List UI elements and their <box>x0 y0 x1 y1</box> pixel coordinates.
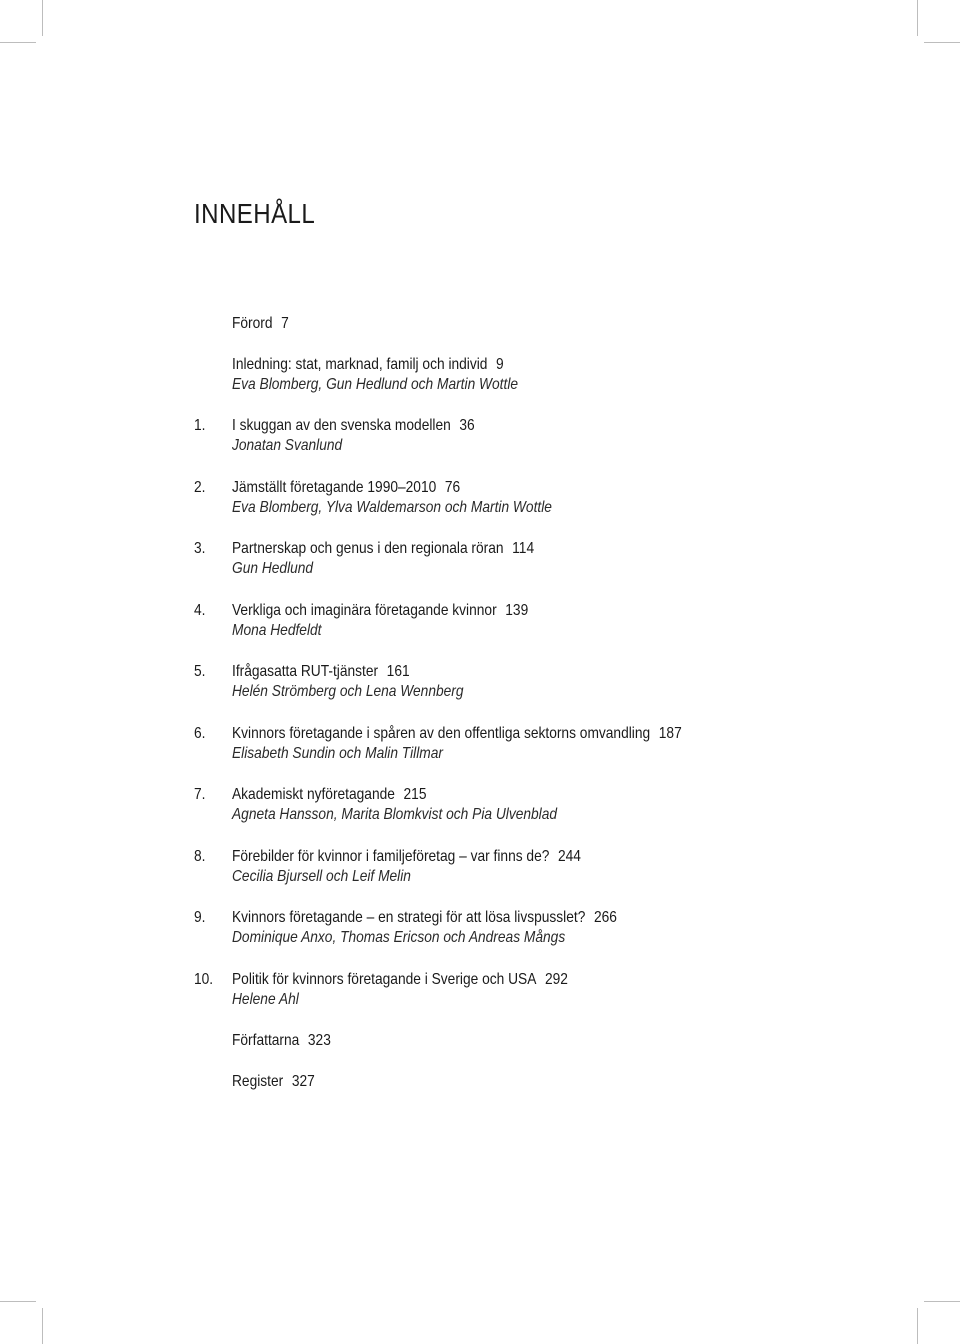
entry-number: 6. <box>194 725 206 742</box>
crop-mark-top-right <box>917 0 918 36</box>
crop-mark-bottom-right-horizontal <box>924 1301 960 1302</box>
toc-entry <box>0 478 960 524</box>
entry-title: Ifrågasatta RUT-tjänster <box>232 663 379 680</box>
entry-title: Förord <box>232 315 273 332</box>
entry-page-number: 9 <box>496 356 504 373</box>
entry-title: Register <box>232 1073 284 1090</box>
entry-page-number: 244 <box>557 848 581 865</box>
entry-author: Gun Hedlund <box>232 560 314 577</box>
entry-title-line <box>232 601 528 621</box>
entry-number: 5. <box>194 663 206 680</box>
entry-title-line <box>232 539 534 559</box>
crop-mark-top-right-horizontal <box>924 42 960 43</box>
entry-title: Inledning: stat, marknad, familj och individ <box>232 356 488 373</box>
toc-entry <box>0 847 960 893</box>
crop-mark-bottom-left-horizontal <box>0 1301 36 1302</box>
entry-author: Eva Blomberg, Gun Hedlund och Martin Wottle <box>232 376 519 393</box>
entry-page-number: 187 <box>658 725 682 742</box>
entry-number: 2. <box>194 479 206 496</box>
entry-author: Helén Strömberg och Lena Wennberg <box>232 683 464 700</box>
entry-title: Partnerskap och genus i den regionala röran <box>232 540 504 557</box>
entry-page-number: 161 <box>386 663 410 680</box>
entry-title: Verkliga och imaginära företagande kvinnor <box>232 602 497 619</box>
toc-entry <box>0 355 960 401</box>
toc-entry <box>0 1072 960 1118</box>
entry-author: Elisabeth Sundin och Malin Tillmar <box>232 745 443 762</box>
entry-title: Förebilder för kvinnor i familjeföretag – var finns de? <box>232 848 550 865</box>
entry-page-number: 323 <box>307 1032 331 1049</box>
entry-author: Dominique Anxo, Thomas Ericson och Andreas Mångs <box>232 929 566 946</box>
toc-entry <box>0 1031 960 1077</box>
entry-title-line <box>232 724 682 744</box>
entry-title-line <box>232 785 426 805</box>
toc-entry <box>0 662 960 708</box>
entry-author: Cecilia Bjursell och Leif Melin <box>232 868 411 885</box>
entry-title-line <box>232 416 475 436</box>
entry-title-line <box>232 662 410 682</box>
entry-number: 4. <box>194 602 206 619</box>
entry-page-number: 76 <box>444 479 461 496</box>
entry-number: 1. <box>194 417 206 434</box>
entry-title-line <box>232 847 581 867</box>
entry-page-number: 215 <box>403 786 427 803</box>
entry-author: Agneta Hansson, Marita Blomkvist och Pia Ulvenblad <box>232 806 558 823</box>
entry-page-number: 292 <box>544 971 568 988</box>
entry-author: Helene Ahl <box>232 991 299 1008</box>
entry-page-number: 327 <box>291 1073 315 1090</box>
toc-entry <box>0 785 960 831</box>
page-title: INNEHÅLL <box>194 198 316 229</box>
crop-mark-bottom-left <box>42 1308 43 1344</box>
toc-entry <box>0 601 960 647</box>
entry-title: Politik för kvinnors företagande i Sverige och USA <box>232 971 537 988</box>
crop-mark-top-left <box>42 0 43 36</box>
entry-author: Jonatan Svanlund <box>232 437 343 454</box>
entry-author: Eva Blomberg, Ylva Waldemarson och Martin Wottle <box>232 499 552 516</box>
entry-number: 3. <box>194 540 206 557</box>
entry-title-line <box>232 478 460 498</box>
toc-entry <box>0 416 960 462</box>
entry-page-number: 114 <box>512 540 535 557</box>
entry-title: Författarna <box>232 1032 300 1049</box>
entry-number: 8. <box>194 848 206 865</box>
toc-entry <box>0 539 960 585</box>
entry-title: I skuggan av den svenska modellen <box>232 417 451 434</box>
entry-title: Kvinnors företagande i spåren av den offentliga sektorns omvandling <box>232 725 651 742</box>
entry-title: Akademiskt nyföretagande <box>232 786 395 803</box>
entry-title: Kvinnors företagande – en strategi för att lösa livspusslet? <box>232 909 586 926</box>
toc-entry <box>0 970 960 1016</box>
entry-page-number: 36 <box>459 417 475 434</box>
entry-page-number: 266 <box>593 909 617 926</box>
entry-title-line <box>232 314 289 334</box>
entry-page-number: 139 <box>505 602 529 619</box>
entry-number: 10. <box>194 971 214 988</box>
entry-title-line <box>232 1031 331 1051</box>
entry-title: Jämställt företagande 1990–2010 <box>232 479 437 496</box>
entry-title-line <box>232 1072 315 1092</box>
entry-title-line <box>232 355 504 375</box>
entry-title-line <box>232 970 568 990</box>
toc-entry <box>0 724 960 770</box>
entry-number: 7. <box>194 786 206 803</box>
entry-author: Mona Hedfeldt <box>232 622 322 639</box>
entry-title-line <box>232 908 617 928</box>
toc-entry <box>0 314 960 360</box>
entry-page-number: 7 <box>281 315 289 332</box>
crop-mark-bottom-right <box>917 1308 918 1344</box>
entry-number: 9. <box>194 909 206 926</box>
toc-entry <box>0 908 960 954</box>
crop-mark-top-left-horizontal <box>0 42 36 43</box>
